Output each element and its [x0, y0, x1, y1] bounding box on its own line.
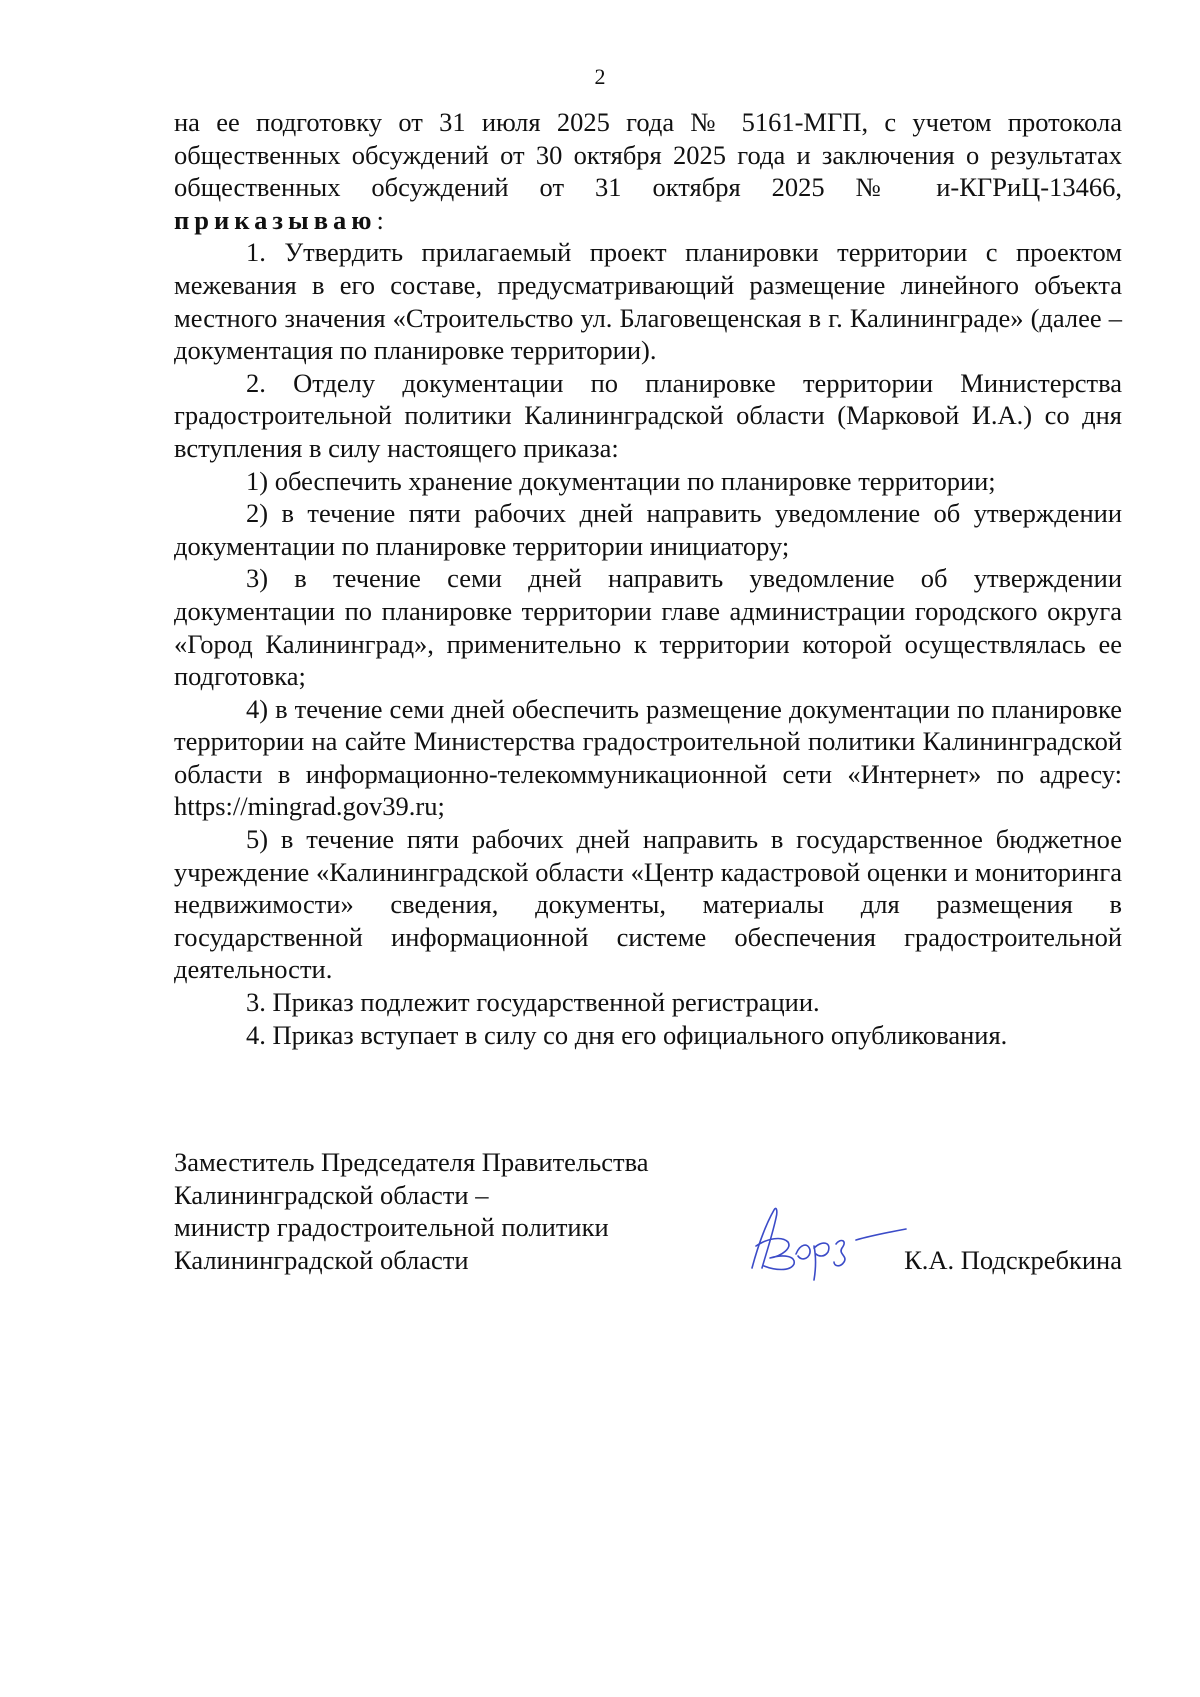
- signatory-title-line: министр градостроительной политики: [174, 1212, 609, 1243]
- signatory-title-line: Заместитель Председателя Правительства: [174, 1147, 649, 1177]
- paragraph-item-2: 2. Отделу документации по планировке территории Министерства градостроительной политики Калининградской области (Марковой И.А.) со дня вступления в силу настоящего приказа:: [174, 367, 1122, 463]
- paragraph-item-2-5: 5) в течение пяти рабочих дней направить в государственное бюджетное учреждение «Калининградской области «Центр кадастровой оценки и мониторинга недвижимости» сведения, документы, материалы для размещения в государственной информационной системе обеспечения градостроительной деятельности.: [174, 824, 1122, 985]
- page-number: 2: [594, 64, 606, 89]
- handwritten-signature: [744, 1196, 914, 1286]
- paragraph-item-4: 4. Приказ вступает в силу со дня его официального опубликования.: [246, 1019, 1008, 1050]
- paragraph-item-2-1: 1) обеспечить хранение документации по планировке территории;: [246, 465, 996, 496]
- intro-text: на ее подготовку от 31 июля 2025 года № 5161-МГП, с учетом протокола общественных обсуждений от 30 октября 2025 года и заключения о результатах общественных обсуждений от 31 октября 2025 № и-КГРиЦ-13466,: [174, 107, 1122, 203]
- paragraph-item-2-3: 3) в течение семи дней направить уведомление об утверждении документации по планировке территории главе администрации городского округа «Город Калининград», применительно к территории которой осуществлялась ее подготовка;: [174, 563, 1122, 692]
- signatory-title-line: Калининградской области –: [174, 1179, 489, 1210]
- signature-block: [174, 1146, 1122, 1296]
- order-keyword: приказываю: [174, 204, 377, 235]
- signatory-title-line: Калининградской области: [174, 1244, 469, 1275]
- signatory-name: К.А. Подскребкина: [904, 1244, 1122, 1275]
- paragraph-intro: [174, 106, 1122, 236]
- order-keyword-colon: :: [376, 204, 384, 235]
- paragraph-item-2-4: 4) в течение семи дней обеспечить размещение документации по планировке территории на сайте Министерства градостроительной политики Калининградской области в информационно-телекоммуникационной сети «Интернет» по адресу: https://mingrad.gov39.ru;: [174, 693, 1122, 822]
- document-body: [174, 106, 1122, 1051]
- paragraph-item-1: 1. Утвердить прилагаемый проект планировки территории с проектом межевания в его составе, предусматривающий размещение линейного объекта местного значения «Строительство ул. Благовещенская в г. Калининграде» (далее – документация по планировке территории).: [174, 237, 1122, 366]
- paragraph-item-3: 3. Приказ подлежит государственной регистрации.: [246, 987, 820, 1018]
- paragraph-item-2-2: 2) в течение пяти рабочих дней направить уведомление об утверждении документации по планировке территории инициатору;: [174, 498, 1122, 561]
